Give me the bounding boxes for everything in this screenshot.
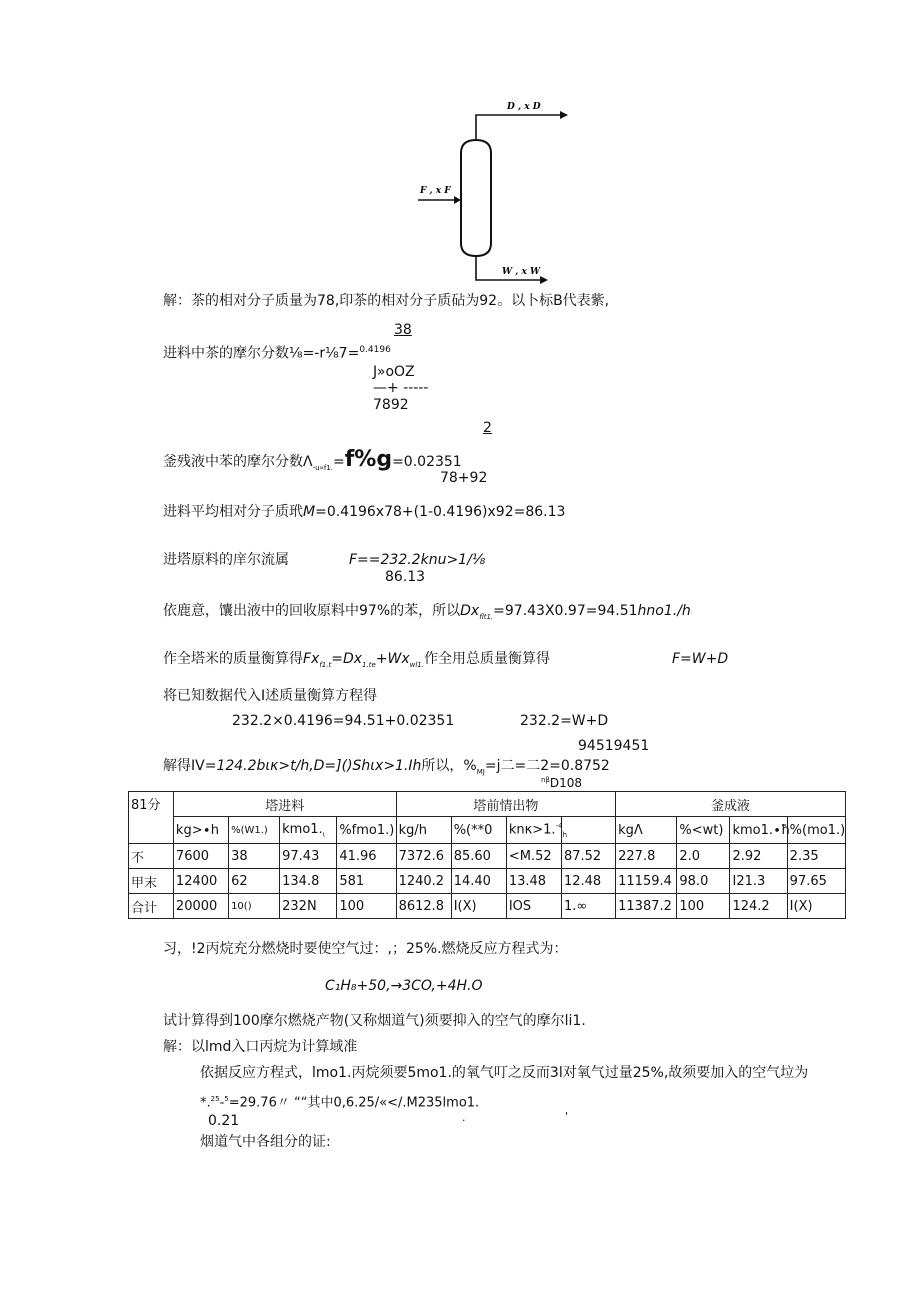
- table-cell: 97.65: [787, 869, 845, 894]
- subheader-main: %(mo1.): [789, 822, 846, 838]
- table-cell: 87.52: [561, 844, 615, 869]
- distillation-column-diagram: [410, 95, 590, 295]
- fraction-numerator-38: 38: [394, 322, 412, 338]
- subheader-cell: [677, 817, 730, 844]
- recovery-symbol: Dx: [460, 603, 480, 619]
- recovery-unit: hno1./h: [637, 603, 691, 619]
- table-row: [129, 894, 846, 919]
- table-cell: 12400: [173, 869, 228, 894]
- percent-symbol: %: [463, 758, 477, 774]
- subheader-cell: [561, 817, 615, 844]
- residue-big-glyph: f%g: [344, 447, 393, 472]
- table-cell: 2.35: [787, 844, 845, 869]
- feed-mole-fraction-value: 0.4196: [359, 345, 391, 355]
- table-row: [129, 869, 846, 894]
- fraction-line-b: —+ -----: [373, 380, 429, 396]
- subheader-cell: [451, 817, 506, 844]
- header-distillate: 塔前情出物: [396, 792, 616, 817]
- therefore-text: 所以，: [421, 758, 464, 774]
- table-cell: 41.96: [337, 844, 396, 869]
- table-cell: <M.52: [506, 844, 561, 869]
- recovery-line: [163, 603, 691, 621]
- distillate-line: [476, 115, 560, 140]
- table-cell: 12.48: [561, 869, 615, 894]
- ratio-result: =j二=二2=0.8752: [484, 758, 610, 774]
- ratio-denominator-sup: nβ: [541, 776, 550, 784]
- avg-mw-text: 进料平均相对分子质玳: [163, 504, 303, 520]
- air-calc-denominator: 0.21: [208, 1113, 240, 1129]
- subheader-cell: [506, 817, 567, 844]
- row-label: 合计: [129, 894, 174, 919]
- feed-flow-expression: F==232.2knu>1∕⅛: [349, 552, 486, 568]
- avg-mw-symbol: M: [303, 504, 316, 520]
- table-cell: 11159.4: [616, 869, 677, 894]
- solution-text: 解得IV=: [163, 758, 217, 774]
- recovery-value: =97.43X0.97=94.51: [493, 603, 638, 619]
- subheader-main: %<wt): [679, 822, 724, 838]
- percent-sub: MJ: [476, 767, 485, 776]
- equation-2: 232.2=W+D: [520, 713, 609, 729]
- subheader-cell: [787, 817, 845, 844]
- subheader-main: kmo1.: [282, 821, 323, 837]
- air-calculation-line: [200, 1095, 479, 1111]
- subheader-main: %(**0: [453, 822, 493, 838]
- residue-sub: -u»f1.: [312, 463, 333, 472]
- ratio-denominator: [541, 776, 582, 790]
- table-cell: 2.0: [677, 844, 730, 869]
- table-cell: 124.2: [730, 894, 787, 919]
- mb-term-2: =Dx: [331, 651, 363, 667]
- table-cell: 85.60: [451, 844, 506, 869]
- label-bottoms: W , x W: [502, 267, 541, 277]
- table-cell: 1240.2: [396, 869, 451, 894]
- feed-mole-fraction-text: 进料中茶的摩尔分数⅛=-r⅛7=: [163, 345, 360, 362]
- solution-basis: 解：以lmd入口丙烷为计算域准: [163, 1039, 358, 1055]
- mb-sub-1: f1.t: [319, 660, 332, 669]
- table-cell: 98.0: [677, 869, 730, 894]
- subheader-cell: [396, 817, 451, 844]
- table-cell: 1.∞: [561, 894, 615, 919]
- combustion-equation: C₁H₈+50,→3CO,+4H.O: [325, 978, 483, 994]
- subheader-main: kgΛ: [618, 822, 643, 838]
- mb-term-1: Fx: [303, 651, 320, 667]
- subheader-cell: [173, 817, 228, 844]
- table-cell: 227.8: [616, 844, 677, 869]
- table-corner-cell: 81分: [129, 792, 174, 844]
- table-cell: 100: [337, 894, 396, 919]
- equation-1: 232.2×0.4196=94.51+0.02351: [232, 713, 455, 729]
- residue-eq: =: [332, 454, 345, 470]
- air-calc-sup-1: 25: [210, 1095, 220, 1103]
- solution-values: 124.2bικ>t∕h,D=]()Shιx>1.Ih: [216, 758, 422, 774]
- subheader-sub: ι: [322, 830, 326, 839]
- air-calc-prefix: *.: [200, 1095, 211, 1111]
- table-cell: 100: [677, 894, 730, 919]
- residue-text: 釜残液中苯的摩尔分数Λ: [163, 454, 313, 470]
- air-calc-value: =29.76: [228, 1095, 277, 1111]
- table-cell: IOS: [506, 894, 561, 919]
- subheader-main: kmo1.∙ħ: [732, 822, 791, 838]
- feed-mole-fraction-line: [163, 345, 391, 362]
- table-cell: 232N: [280, 894, 337, 919]
- table-header-row: [129, 792, 846, 817]
- solution-intro: 解：茶的相对分子质量为78,印茶的相对分子质砧为92。以卜标B代表紫,: [163, 293, 610, 309]
- residue-denominator: 78+92: [440, 470, 488, 486]
- table-cell: I21.3: [730, 869, 787, 894]
- table-cell: 7372.6: [396, 844, 451, 869]
- equation-number: 94519451: [578, 738, 650, 754]
- residue-value: =0.02351: [392, 454, 462, 470]
- total-balance-equation: F=W+D: [672, 651, 729, 667]
- stray-tick: ': [565, 1110, 569, 1123]
- mb-term-3: +Wx: [375, 651, 410, 667]
- table-cell: I(X): [787, 894, 845, 919]
- air-calc-dash: -: [219, 1095, 225, 1111]
- problem-statement: 习，!2丙烷充分燃烧时要使空气过：,；25%.燃烧反应方程式为：: [163, 941, 568, 957]
- solution-result-line: [163, 758, 610, 776]
- bottoms-arrow: [540, 276, 548, 284]
- fraction-numerator-2: 2: [483, 420, 492, 436]
- mb-sub-2: 1.te: [362, 660, 376, 669]
- subheader-main: %fmo1.): [339, 822, 395, 838]
- table-cell: 10(): [229, 894, 280, 919]
- mb-sub-3: wl1.: [409, 660, 424, 669]
- distillate-arrow: [560, 111, 568, 119]
- table-cell: 62: [229, 869, 280, 894]
- stray-dot: .: [462, 1111, 466, 1124]
- residue-mole-fraction-line: [163, 447, 462, 473]
- subheader-cell: [337, 817, 396, 844]
- total-balance-text: 作全用总质量衡算得: [423, 651, 550, 667]
- column-vessel: [461, 140, 491, 256]
- row-label: 甲末: [129, 869, 174, 894]
- subheader-main: %(W1.): [231, 824, 268, 836]
- fraction-line-c: 7892: [373, 397, 409, 413]
- subheader-main: kg/h: [398, 822, 427, 838]
- recovery-sub: flt1.: [479, 612, 494, 621]
- air-calc-sup-2: 5: [224, 1095, 229, 1103]
- avg-mw-expression: =0.4196x78+(1-0.4196)x92=86.13: [315, 504, 566, 520]
- ratio-denominator-text: D108: [549, 776, 583, 790]
- table-cell: 11387.2: [616, 894, 677, 919]
- subheader-cell: [730, 817, 791, 844]
- subheader-cell: [280, 817, 337, 844]
- table-row: [129, 844, 846, 869]
- table-cell: 7600: [173, 844, 228, 869]
- mass-balance-line: [163, 651, 550, 669]
- subheader-cell: [616, 817, 677, 844]
- table-cell: 581: [337, 869, 396, 894]
- table-cell: 14.40: [451, 869, 506, 894]
- table-cell: 13.48: [506, 869, 561, 894]
- feed-flow-text: 进塔原料的庠尔流属: [163, 552, 289, 568]
- air-calc-rest: 〃 ““其中0,6.25/«</.M235lmo1.: [276, 1095, 480, 1111]
- problem-question: 试计算得到100摩尔燃烧产物(又称烟道气)须要抑入的空气的摩尔li1.: [163, 1013, 586, 1029]
- mass-balance-text: 作全塔米的质量衡算得: [163, 651, 303, 667]
- table-cell: 38: [229, 844, 280, 869]
- table-subheader-row: [129, 817, 846, 844]
- subheader-sub: h: [562, 830, 567, 839]
- subheader-main: knκ>1.: [508, 821, 556, 837]
- label-distillate: D , x D: [507, 102, 541, 112]
- recovery-text: 依鹿意，馕出液中的回收原料中97%的苯，所以: [163, 603, 461, 619]
- table-cell: 20000: [173, 894, 228, 919]
- substitution-text: 将已知数据代入I述质量衡算方程得: [163, 688, 378, 704]
- flue-gas-composition: 烟道气中各组分的证:: [200, 1134, 331, 1150]
- table-cell: 97.43: [280, 844, 337, 869]
- avg-molecular-weight-line: [163, 504, 565, 521]
- table-cell: 2.92: [730, 844, 787, 869]
- row-label: 不: [129, 844, 174, 869]
- subheader-main: kg>∙h: [175, 822, 219, 838]
- feed-arrow: [454, 196, 461, 204]
- material-balance-table: [128, 791, 846, 919]
- table-cell: 8612.8: [396, 894, 451, 919]
- header-residue: 釜成液: [616, 792, 846, 817]
- subheader-sup: -4: [555, 821, 563, 830]
- table-cell: 134.8: [280, 869, 337, 894]
- table-cell: I(X): [451, 894, 506, 919]
- reaction-analysis: 依据反应方程式，lmo1.丙烷须要5mo1.的氧气叮之反而3l对氧气过量25%,故须要加入的空气垃为: [200, 1065, 809, 1081]
- header-feed: 塔进料: [173, 792, 396, 817]
- fraction-line-a: J»oOZ: [373, 364, 415, 380]
- subheader-cell: [229, 817, 280, 844]
- feed-flow-denominator: 86.13: [385, 569, 426, 585]
- label-feed: F , x F: [420, 186, 451, 196]
